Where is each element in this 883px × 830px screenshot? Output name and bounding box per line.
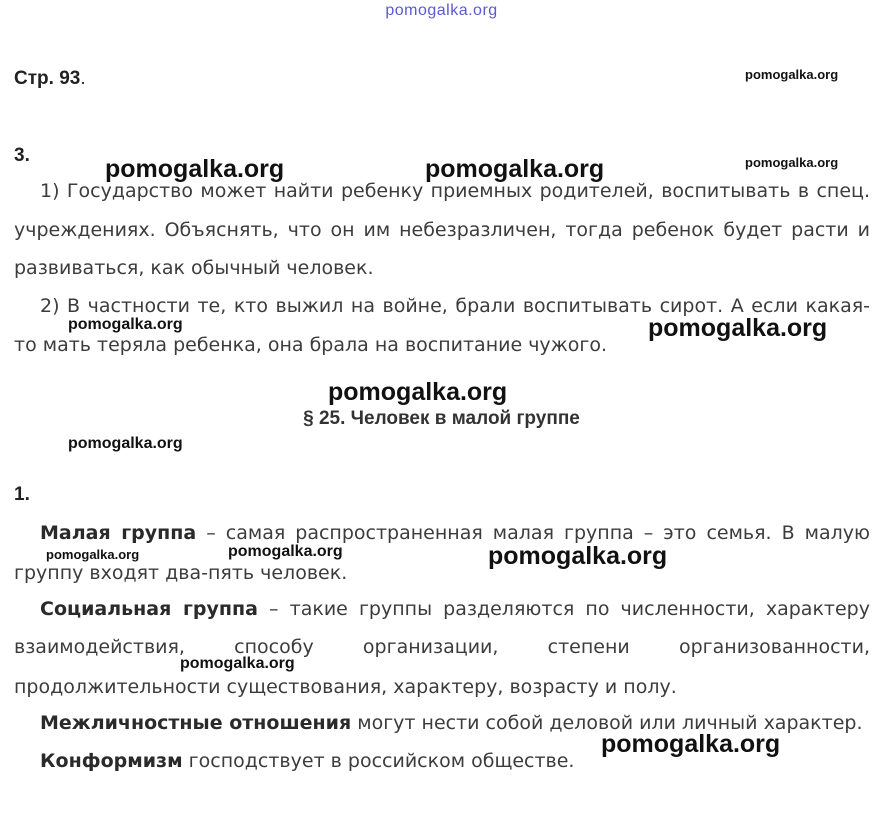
page-label-text: Стр. 93 [14, 68, 81, 89]
definition-text: господствует в российском обществе. [182, 750, 575, 772]
paragraph-line: 2) В частности те, кто выжил на войне, брали воспитывать сирот. А если какая- [40, 295, 870, 317]
watermark: pomogalka.org [601, 730, 781, 758]
paragraph-line: учреждениях. Объяснять, что он им небезразличен, тогда ребенок будет расти и [14, 219, 870, 241]
term: Социальная группа [40, 598, 258, 620]
term: Межличностные отношения [40, 712, 352, 734]
section-title: § 25. Человек в малой группе [303, 408, 580, 429]
term: Конформизм [40, 750, 183, 772]
definition-text: могут нести собой деловой или личный характер. [351, 712, 863, 734]
definition-text: – такие группы разделяются по численности, характеру [257, 598, 870, 620]
watermark: pomogalka.org [425, 155, 605, 183]
definition-line [40, 598, 870, 620]
definition-line [40, 522, 870, 544]
definition-text: – самая распространенная малая группа – это семья. В малую [196, 522, 870, 544]
task-3-number: 3. [14, 145, 30, 166]
task-1-number: 1. [14, 484, 30, 505]
definition-line: продолжительности существования, характеру, возрасту и полу. [14, 676, 677, 698]
page-label-dot: . [80, 68, 86, 89]
watermark: pomogalka.org [745, 67, 839, 82]
watermark: pomogalka.org [745, 155, 839, 170]
watermark: pomogalka.org [68, 435, 183, 452]
watermark: pomogalka.org [105, 155, 285, 183]
paragraph-line: 1) Государство может найти ребенку приемных родителей, воспитывать в спец. [40, 180, 870, 202]
definition-line: взаимодействия, способу организации, степени организованности, [14, 636, 870, 658]
term: Малая группа [40, 522, 197, 544]
watermark-top: pomogalka.org [385, 2, 498, 19]
paragraph-line: развиваться, как обычный человек. [14, 257, 374, 279]
watermark: pomogalka.org [488, 542, 668, 570]
watermark: pomogalka.org [228, 543, 343, 560]
watermark: pomogalka.org [68, 316, 183, 333]
watermark: pomogalka.org [46, 547, 140, 562]
definition-line: группу входят два-пять человек. [14, 562, 348, 584]
definition-line [40, 750, 870, 772]
watermark: pomogalka.org [328, 378, 508, 406]
watermark: pomogalka.org [180, 655, 295, 672]
page-label [14, 68, 86, 90]
paragraph-line: то мать теряла ребенка, она брала на воспитание чужого. [14, 334, 608, 356]
watermark: pomogalka.org [648, 314, 828, 342]
